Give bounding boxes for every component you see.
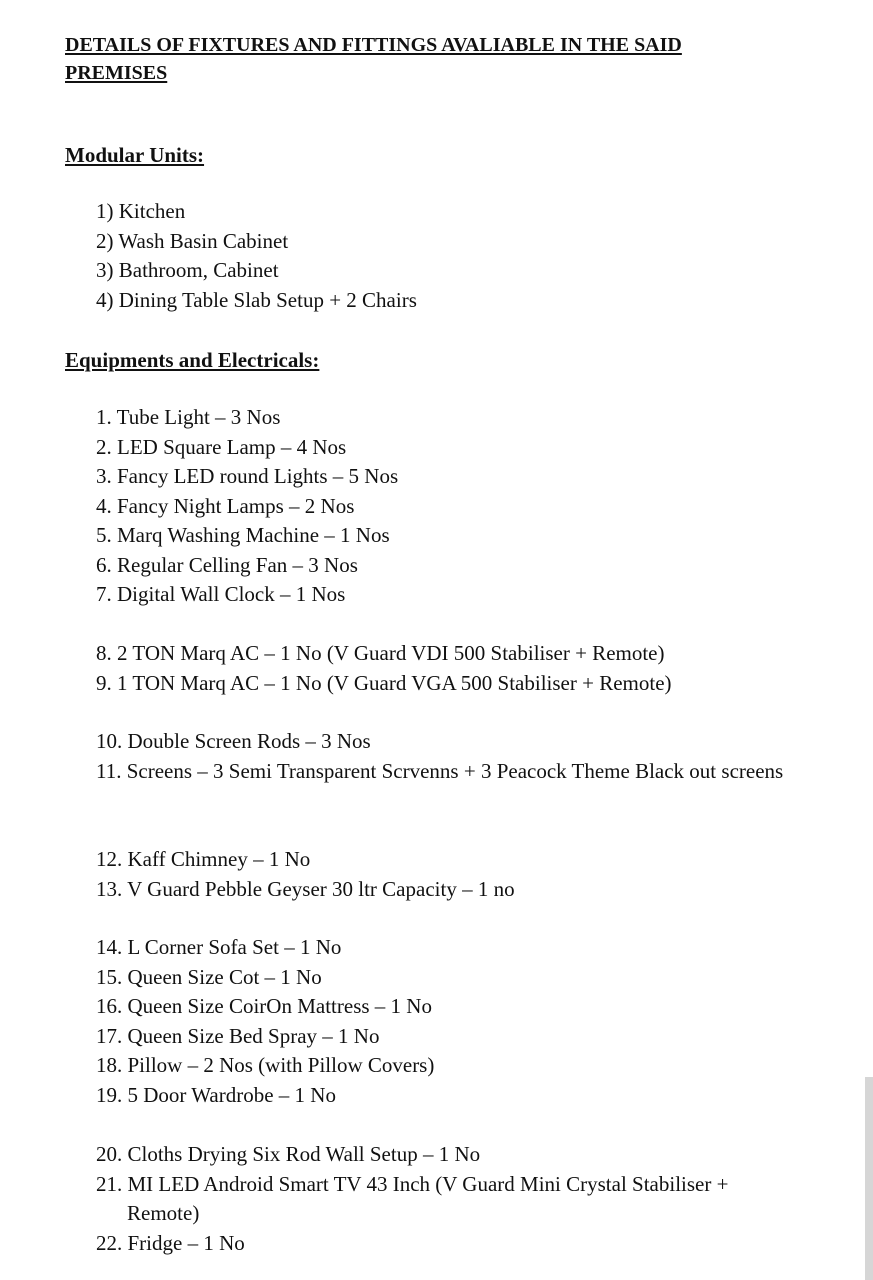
modular-units-heading: Modular Units: (65, 143, 205, 167)
list-item: 9. 1 TON Marq AC – 1 No (V Guard VGA 500 Stabiliser + Remote) (96, 670, 672, 695)
list-item: 13. V Guard Pebble Geyser 30 ltr Capacity – 1 no (96, 876, 515, 901)
list-item: 8. 2 TON Marq AC – 1 No (V Guard VDI 500 Stabiliser + Remote) (96, 641, 665, 665)
list-item: 16. Queen Size CoirOn Mattress – 1 No (96, 994, 432, 1018)
list-item: 21. MI LED Android Smart TV 43 Inch (V Guard Mini Crystal Stabiliser + Remote) (96, 1171, 729, 1225)
list-item: 12. Kaff Chimney – 1 No (96, 847, 311, 871)
list-item: 14. L Corner Sofa Set – 1 No (96, 935, 342, 959)
list-item: 1) Kitchen (96, 199, 186, 223)
equipments-heading: Equipments and Electricals: (65, 348, 320, 372)
list-item: 11. Screens – 3 Semi Transparent Scrvenns + 3 Peacock Theme Black out screens (96, 758, 784, 783)
list-item: 19. 5 Door Wardrobe – 1 No (96, 1082, 336, 1107)
list-item: 3) Bathroom, Cabinet (96, 258, 279, 282)
list-item: 2) Wash Basin Cabinet (96, 228, 289, 253)
document-title: DETAILS OF FIXTURES AND FITTINGS AVALIABLE IN THE SAID PREMISES (65, 34, 682, 84)
modular-units-list (96, 197, 816, 315)
list-item: 17. Queen Size Bed Spray – 1 No (96, 1023, 380, 1048)
equipments-list-group-3 (96, 727, 786, 786)
list-item: 18. Pillow – 2 Nos (with Pillow Covers) (96, 1053, 435, 1077)
list-item: 5. Marq Washing Machine – 1 Nos (96, 523, 390, 547)
list-item: 6. Regular Celling Fan – 3 Nos (96, 552, 358, 577)
equipments-list-group-1 (96, 403, 816, 610)
vertical-scrollbar[interactable] (865, 1077, 873, 1280)
list-item: 7. Digital Wall Clock – 1 Nos (96, 582, 346, 606)
list-item: 2. LED Square Lamp – 4 Nos (96, 434, 347, 459)
list-item: 10. Double Screen Rods – 3 Nos (96, 729, 371, 753)
equipments-list-group-4 (96, 845, 816, 904)
list-item: 1. Tube Light – 3 Nos (96, 405, 281, 429)
list-item: 4. Fancy Night Lamps – 2 Nos (96, 493, 355, 518)
equipments-list-group-6 (96, 1140, 796, 1258)
list-item: 15. Queen Size Cot – 1 No (96, 964, 322, 989)
list-item: 22. Fridge – 1 No (96, 1230, 245, 1255)
list-item: 20. Cloths Drying Six Rod Wall Setup – 1 No (96, 1142, 481, 1166)
equipments-list-group-5 (96, 933, 816, 1110)
equipments-list-group-2 (96, 639, 816, 698)
list-item: 3. Fancy LED round Lights – 5 Nos (96, 464, 399, 488)
list-item: 4) Dining Table Slab Setup + 2 Chairs (96, 287, 417, 312)
